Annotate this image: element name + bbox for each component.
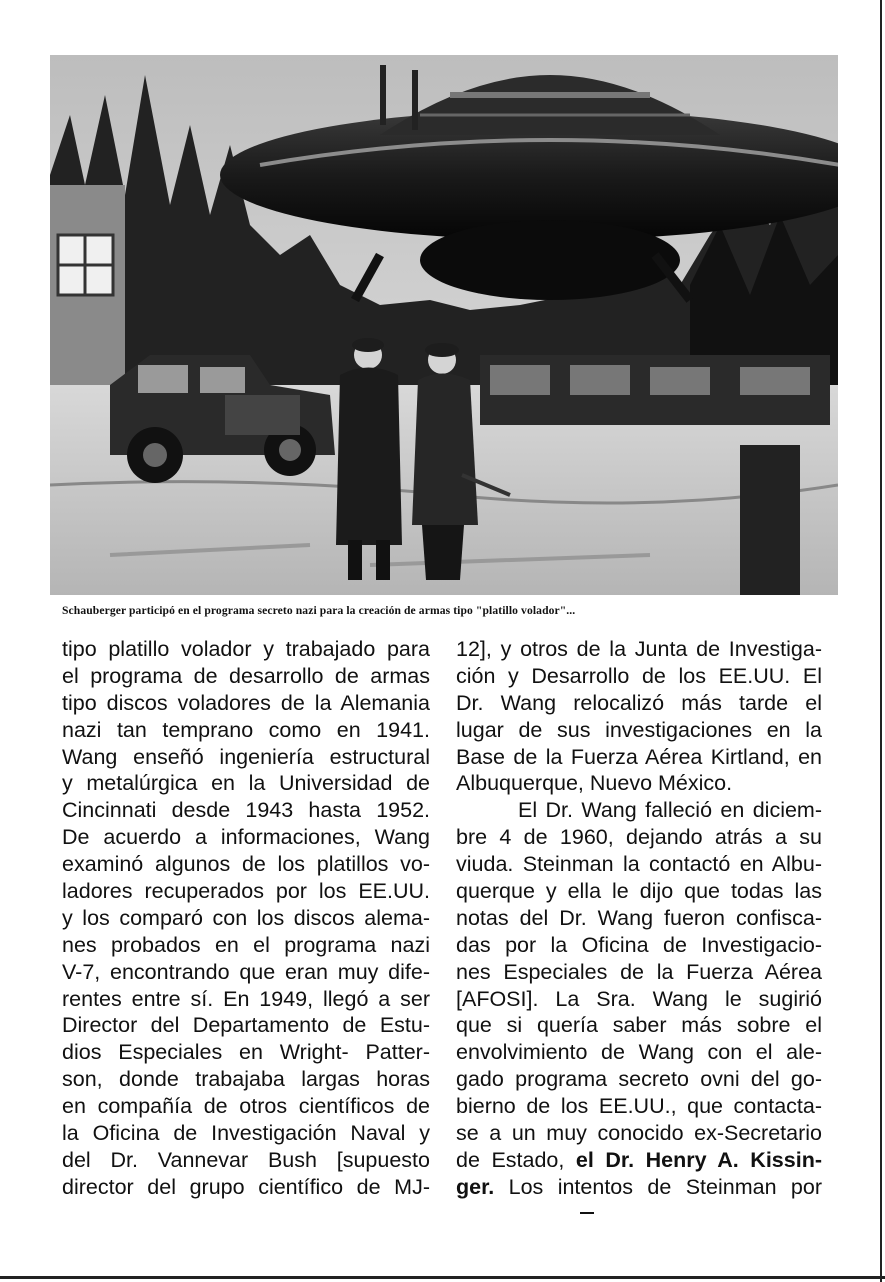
page-edge-bottom [0, 1276, 885, 1279]
text-line: tipo discos voladores de la Alemania [62, 690, 430, 715]
text-line-with-name [456, 1147, 822, 1174]
text-line: Base de la Fuerza Aérea Kirtland, en [456, 744, 822, 769]
text-line: nazi tan temprano como en 1941. [62, 717, 430, 742]
text-segment: de Estado, [456, 1147, 576, 1172]
text-line: Director del Departamento de Estu- [62, 1013, 430, 1038]
text-line: V-7, encontrando que eran muy dife- [62, 959, 430, 984]
text-line: examinó algunos de los platillos vo- [62, 852, 430, 877]
text-line: De acuerdo a informaciones, Wang [62, 825, 430, 850]
text-line: el programa de desarrollo de armas [62, 663, 430, 688]
text-line: envolvimiento de Wang con el ale- [456, 1040, 822, 1065]
text-line: [AFOSI]. La Sra. Wang le sugirió [456, 986, 822, 1011]
text-line: das por la Oficina de Investigacio- [456, 932, 822, 957]
text-line: Albuquerque, Nuevo México. [456, 771, 733, 796]
text-line: notas del Dr. Wang fueron confisca- [456, 905, 822, 930]
text-line: en compañía de otros científicos de [62, 1094, 430, 1119]
text-line: nes probados en el programa nazi [62, 932, 430, 957]
text-line: viuda. Steinman la contactó en Albu- [456, 852, 822, 877]
text-line: querque y ella le dijo que todas las [456, 879, 822, 904]
text-line: ción y Desarrollo de los EE.UU. El [456, 663, 822, 688]
paragraph-start-line: El Dr. Wang falleció en diciem- [518, 798, 822, 823]
article-column-left [62, 636, 430, 1201]
text-line: director del grupo científico de MJ- [62, 1174, 430, 1199]
text-line: 12], y otros de la Junta de Investiga- [456, 637, 822, 661]
text-line: y metalúrgica en la Universidad de [62, 771, 430, 796]
photo-caption: Schauberger participó en el programa secreto nazi para la creación de armas tipo "platillo volador"... [62, 604, 576, 617]
text-line: bre 4 de 1960, dejando atrás a su [456, 825, 822, 850]
text-line: gado programa secreto ovni del go- [456, 1067, 822, 1092]
text-line: ladores recuperados por los EE.UU. [62, 879, 430, 904]
text-line: y los comparó con los discos alema- [62, 905, 430, 930]
text-line: Dr. Wang relocalizó más tarde el [456, 690, 822, 715]
text-line: que si quería saber más sobre el [456, 1013, 822, 1038]
text-line: rentes entre sí. En 1949, llegó a ser [62, 986, 430, 1011]
page-dash-mark [580, 1212, 594, 1214]
text-line: dios Especiales en Wright- Patter- [62, 1040, 430, 1065]
bold-name: el Dr. Henry A. Kissin- [575, 1147, 822, 1172]
text-line-with-name [456, 1174, 822, 1201]
text-line: se a un muy conocido ex-Secretario [456, 1121, 822, 1146]
text-line: del Dr. Vannevar Bush [supuesto [62, 1147, 430, 1172]
text-line: la Oficina de Investigación Naval y [62, 1121, 430, 1146]
text-line: lugar de sus investigaciones en la [456, 717, 822, 742]
text-line: son, donde trabajaba largas horas [62, 1067, 430, 1092]
article-column-right [456, 636, 822, 1201]
text-segment: Los intentos de Steinman por [494, 1174, 822, 1199]
text-line: Wang enseñó ingeniería estructural [62, 744, 430, 769]
text-line: bierno de los EE.UU., que contacta- [456, 1094, 822, 1119]
text-line: tipo platillo volador y trabajado para [62, 637, 430, 661]
text-line: Cincinnati desde 1943 hasta 1952. [62, 798, 430, 823]
text-line: nes Especiales de la Fuerza Aérea [456, 959, 822, 984]
bold-name: ger. [456, 1174, 495, 1199]
photo-illustration [50, 55, 838, 595]
flying-saucer-photo [50, 55, 838, 595]
page-edge-right [880, 0, 882, 1282]
